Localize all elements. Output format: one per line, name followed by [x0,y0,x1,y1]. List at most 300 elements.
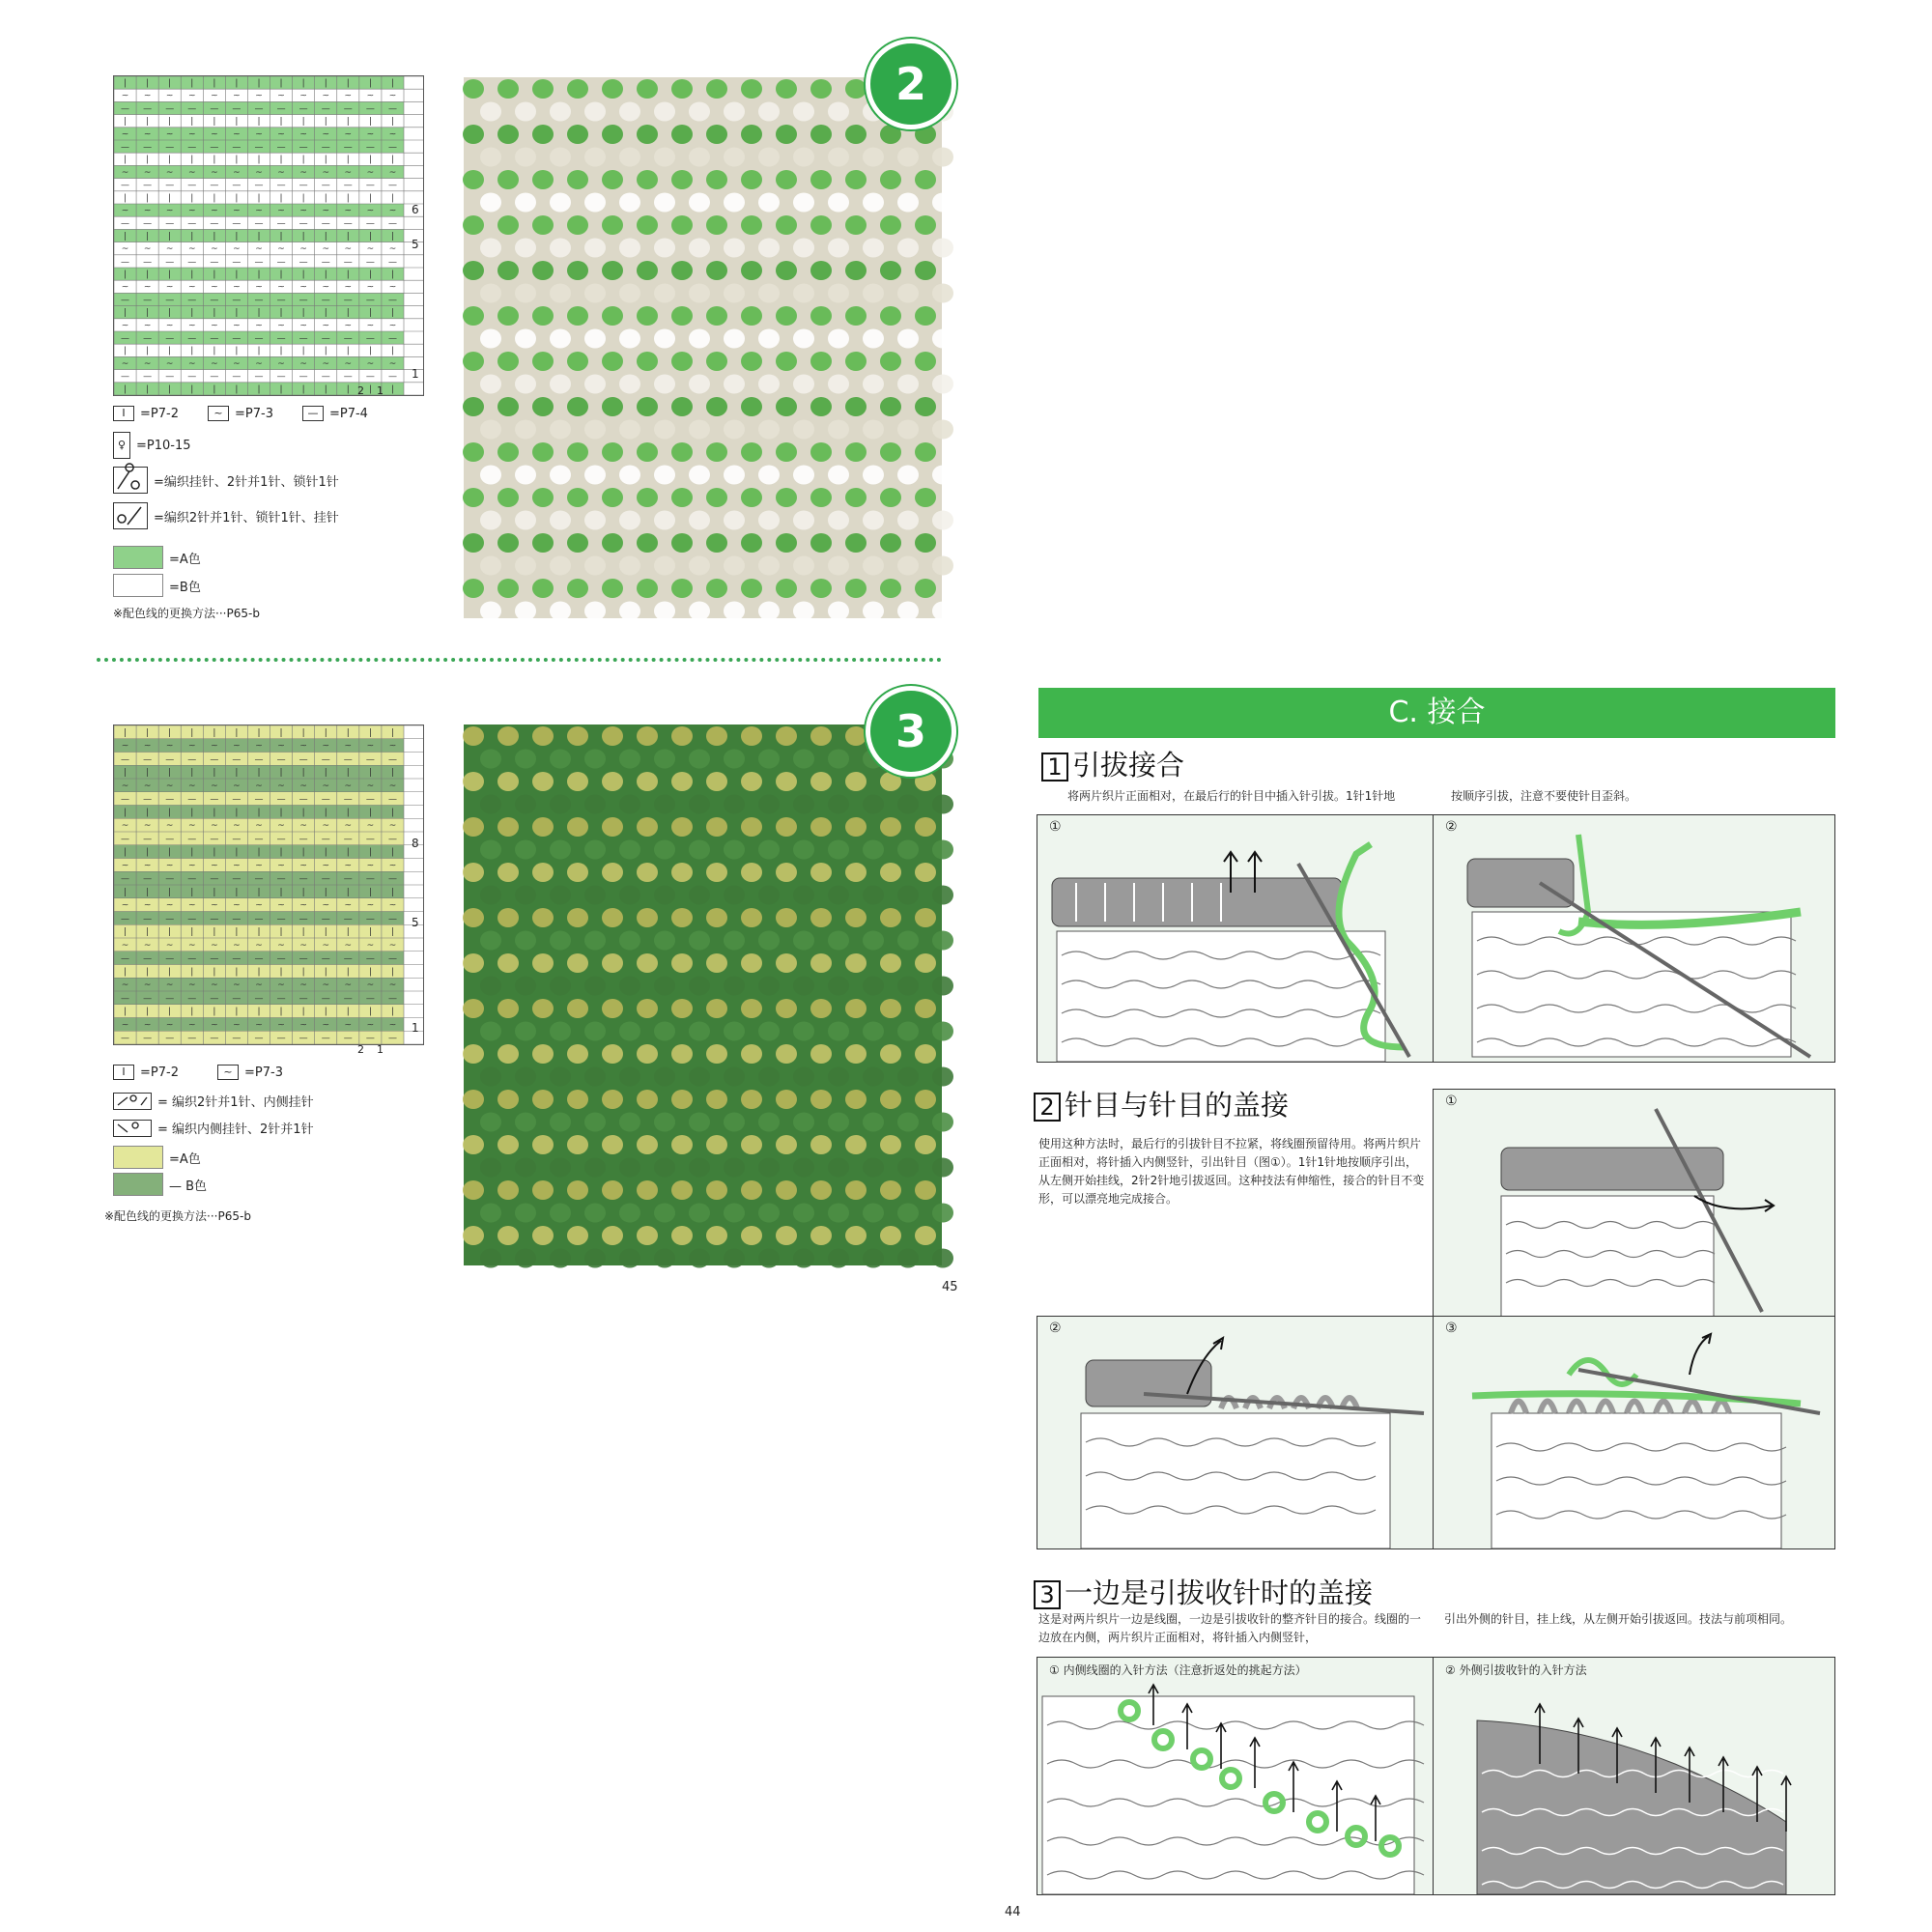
svg-text:~: ~ [322,129,330,140]
svg-text:|: | [168,78,172,89]
svg-text:~: ~ [299,91,307,101]
svg-text:|: | [279,117,283,128]
svg-text:—: — [276,914,286,924]
page-number-right: 44 [1005,1905,1021,1919]
svg-text:—: — [321,874,330,885]
legend-text: =编织2针并1针、锁针1针、挂针 [154,510,339,526]
svg-text:|: | [146,346,150,356]
svg-text:|: | [235,808,239,818]
svg-text:|: | [346,346,350,356]
legend-text: = 编织内侧挂针、2针并1针 [157,1122,314,1137]
svg-text:~: ~ [143,980,152,991]
svg-text:~: ~ [322,781,330,791]
svg-text:~: ~ [211,206,218,216]
svg-text:|: | [301,117,305,128]
svg-text:—: — [343,1034,353,1044]
svg-text:—: — [321,181,330,191]
svg-text:~: ~ [211,741,218,752]
svg-text:|: | [368,967,372,978]
svg-text:~: ~ [388,244,397,255]
pattern3-badge: 3 [866,686,956,777]
svg-text:~: ~ [344,129,353,140]
svg-text:~: ~ [187,167,196,178]
svg-text:~: ~ [299,282,307,293]
color-b-swatch [113,574,163,597]
svg-text:—: — [365,181,375,191]
svg-text:~: ~ [299,129,307,140]
pattern2-swatch-photo [464,77,942,618]
svg-text:—: — [343,181,353,191]
legend-text: =B色 [169,580,201,595]
svg-text:—: — [210,874,219,885]
svg-text:—: — [254,953,264,964]
svg-text:—: — [365,754,375,765]
svg-text:~: ~ [366,741,375,752]
svg-text:|: | [213,727,216,738]
svg-text:~: ~ [211,91,218,101]
svg-text:—: — [365,142,375,153]
svg-text:|: | [213,847,216,858]
svg-text:|: | [146,155,150,165]
svg-text:—: — [121,1034,130,1044]
svg-text:~: ~ [121,821,129,832]
svg-text:—: — [254,257,264,268]
svg-text:|: | [279,155,283,165]
svg-text:|: | [390,1007,394,1017]
svg-text:~: ~ [187,358,196,369]
s3-title [1034,1572,1373,1611]
svg-text:|: | [235,231,239,242]
svg-text:~: ~ [344,940,353,951]
svg-text:—: — [165,1034,175,1044]
svg-text:|: | [124,308,128,319]
svg-text:~: ~ [388,861,397,871]
svg-text:|: | [324,808,327,818]
svg-text:~: ~ [143,821,152,832]
pattern2-color-a [113,546,201,569]
svg-text:|: | [346,808,350,818]
svg-text:|: | [301,231,305,242]
svg-text:~: ~ [322,282,330,293]
svg-text:—: — [121,993,130,1004]
svg-text:~: ~ [187,741,196,752]
svg-text:~: ~ [277,321,285,331]
legend-text: =P10-15 [136,438,191,453]
pattern2-legend-combo2 [113,502,339,529]
svg-text:—: — [254,142,264,153]
svg-text:|: | [368,231,372,242]
svg-text:—: — [143,993,153,1004]
svg-text:~: ~ [255,91,263,101]
svg-text:|: | [213,78,216,89]
svg-text:~: ~ [187,900,196,911]
svg-text:|: | [235,927,239,938]
svg-text:—: — [165,257,175,268]
svg-text:~: ~ [299,781,307,791]
svg-text:—: — [365,372,375,383]
svg-text:—: — [165,953,175,964]
legend-text: =P7-3 [243,1065,283,1080]
pattern3-color-b [113,1173,207,1196]
svg-text:~: ~ [187,980,196,991]
svg-text:|: | [346,78,350,89]
svg-text:~: ~ [388,821,397,832]
s1-illustration-1 [1037,815,1434,1062]
svg-text:~: ~ [211,244,218,255]
svg-text:~: ~ [366,781,375,791]
svg-text:—: — [187,103,197,114]
svg-text:|: | [257,927,261,938]
svg-text:~: ~ [322,821,330,832]
svg-text:—: — [365,218,375,229]
svg-text:|: | [324,270,327,280]
legend-text: =P7-4 [328,406,368,421]
svg-text:—: — [276,754,286,765]
svg-text:—: — [232,218,242,229]
svg-text:~: ~ [299,321,307,331]
s1-title [1041,744,1184,783]
svg-text:—: — [321,372,330,383]
svg-text:|: | [168,155,172,165]
svg-text:~: ~ [143,861,152,871]
section-c-header: C. 接合 [1038,688,1835,738]
pattern2-row-number: 5 [412,238,419,251]
svg-text:—: — [187,834,197,844]
svg-text:~: ~ [121,741,129,752]
pattern3-note: ※配色线的更换方法···P65-b [104,1209,251,1223]
svg-text:—: — [187,754,197,765]
s2-illustration-2 [1037,1317,1434,1548]
svg-text:~: ~ [366,980,375,991]
svg-text:—: — [210,754,219,765]
svg-text:—: — [276,295,286,305]
svg-text:|: | [368,887,372,897]
svg-text:—: — [121,794,130,805]
svg-text:|: | [168,727,172,738]
svg-text:—: — [343,295,353,305]
svg-text:~: ~ [233,821,241,832]
svg-text:—: — [143,1034,153,1044]
panel-label: ① [1445,1094,1458,1109]
legend-text: =A色 [169,552,201,567]
purl-symbol-icon: ~ [217,1065,239,1080]
svg-text:|: | [346,384,350,395]
svg-text:~: ~ [233,940,241,951]
svg-text:|: | [346,193,350,204]
svg-text:—: — [121,834,130,844]
pattern3-col-number: 1 [377,1043,384,1056]
svg-text:~: ~ [121,781,129,791]
svg-text:|: | [257,847,261,858]
svg-text:|: | [190,117,194,128]
svg-text:~: ~ [165,741,174,752]
svg-text:|: | [390,808,394,818]
svg-text:—: — [276,181,286,191]
svg-text:—: — [143,372,153,383]
svg-text:—: — [187,142,197,153]
svg-text:~: ~ [277,358,285,369]
s1-panel-2 [1433,814,1835,1063]
svg-text:~: ~ [299,980,307,991]
svg-text:|: | [346,231,350,242]
svg-text:—: — [298,794,308,805]
svg-text:|: | [279,727,283,738]
svg-text:|: | [279,768,283,779]
panel-label: ② [1049,1321,1062,1336]
svg-text:~: ~ [388,282,397,293]
svg-text:|: | [235,887,239,897]
svg-text:—: — [276,874,286,885]
svg-text:—: — [387,914,397,924]
pattern3-legend-combo2 [113,1119,314,1137]
svg-text:|: | [235,847,239,858]
svg-text:—: — [210,181,219,191]
svg-text:—: — [143,333,153,344]
svg-text:|: | [368,78,372,89]
svg-text:—: — [321,142,330,153]
svg-text:|: | [346,727,350,738]
svg-text:~: ~ [121,206,129,216]
svg-text:—: — [143,295,153,305]
svg-text:—: — [187,874,197,885]
svg-text:~: ~ [366,358,375,369]
svg-text:~: ~ [233,282,241,293]
s3-number: 3 [1034,1580,1061,1609]
svg-text:—: — [343,993,353,1004]
panel-label: ② [1445,819,1458,835]
svg-text:~: ~ [165,980,174,991]
svg-text:—: — [387,993,397,1004]
s1-text-right: 按顺序引拔，注意不要使针目歪斜。 [1451,789,1637,803]
svg-text:|: | [235,967,239,978]
svg-text:—: — [143,103,153,114]
svg-text:|: | [324,346,327,356]
svg-text:—: — [387,142,397,153]
svg-text:|: | [213,308,216,319]
svg-text:—: — [298,181,308,191]
svg-text:~: ~ [187,821,196,832]
svg-text:|: | [257,967,261,978]
s3-title-text: 一边是引拔收针时的盖接 [1065,1577,1374,1609]
svg-text:—: — [254,218,264,229]
svg-text:~: ~ [277,741,285,752]
svg-text:—: — [187,218,197,229]
svg-text:|: | [235,155,239,165]
svg-text:|: | [279,808,283,818]
svg-text:|: | [235,270,239,280]
svg-text:|: | [346,847,350,858]
svg-text:|: | [213,384,216,395]
svg-text:~: ~ [165,321,174,331]
svg-text:~: ~ [121,1020,129,1031]
svg-text:|: | [390,887,394,897]
svg-text:—: — [276,142,286,153]
svg-text:|: | [168,967,172,978]
svg-text:|: | [301,308,305,319]
svg-text:~: ~ [233,167,241,178]
svg-text:|: | [168,308,172,319]
svg-text:—: — [387,874,397,885]
svg-text:~: ~ [233,1020,241,1031]
svg-text:|: | [279,927,283,938]
svg-text:~: ~ [299,358,307,369]
svg-text:~: ~ [344,244,353,255]
svg-text:|: | [235,1007,239,1017]
svg-text:—: — [321,754,330,765]
svg-text:~: ~ [366,167,375,178]
svg-text:|: | [168,270,172,280]
svg-text:—: — [365,874,375,885]
svg-text:—: — [365,103,375,114]
svg-text:|: | [279,967,283,978]
svg-text:~: ~ [165,358,174,369]
svg-text:~: ~ [187,129,196,140]
svg-text:|: | [301,887,305,897]
s2-panel-2 [1037,1316,1435,1549]
svg-text:~: ~ [121,282,129,293]
svg-text:|: | [324,887,327,897]
svg-text:~: ~ [121,91,129,101]
svg-text:~: ~ [322,980,330,991]
svg-text:~: ~ [211,1020,218,1031]
svg-text:|: | [257,270,261,280]
svg-text:~: ~ [388,167,397,178]
svg-text:|: | [346,308,350,319]
svg-text:—: — [298,333,308,344]
pattern2-chart-grid [114,76,423,395]
svg-text:—: — [387,103,397,114]
svg-text:~: ~ [121,358,129,369]
svg-text:—: — [365,295,375,305]
svg-text:~: ~ [299,167,307,178]
svg-text:—: — [365,914,375,924]
color-b-swatch [113,1173,163,1196]
svg-text:—: — [343,333,353,344]
svg-text:|: | [235,727,239,738]
svg-text:—: — [365,794,375,805]
svg-text:~: ~ [277,861,285,871]
svg-text:|: | [368,346,372,356]
svg-text:—: — [343,953,353,964]
svg-text:|: | [213,967,216,978]
svg-text:~: ~ [322,1020,330,1031]
svg-text:—: — [232,257,242,268]
svg-text:—: — [343,142,353,153]
svg-text:|: | [390,768,394,779]
svg-text:~: ~ [187,91,196,101]
legend-text: =P7-3 [234,406,273,421]
svg-text:~: ~ [187,940,196,951]
svg-text:~: ~ [121,980,129,991]
svg-text:|: | [324,847,327,858]
svg-text:—: — [254,754,264,765]
knit-symbol-icon: I [113,406,134,421]
svg-text:~: ~ [211,321,218,331]
svg-text:—: — [121,372,130,383]
svg-text:|: | [324,384,327,395]
svg-text:|: | [168,808,172,818]
svg-text:—: — [232,142,242,153]
svg-text:|: | [324,967,327,978]
svg-text:—: — [121,257,130,268]
svg-text:|: | [190,346,194,356]
svg-text:|: | [301,847,305,858]
svg-text:—: — [254,874,264,885]
svg-text:~: ~ [165,91,174,101]
s2-panel-1 [1433,1089,1835,1318]
svg-text:—: — [232,1034,242,1044]
svg-text:—: — [143,794,153,805]
svg-text:|: | [235,308,239,319]
svg-text:|: | [124,270,128,280]
svg-text:~: ~ [165,167,174,178]
pattern3-legend-combo1 [113,1092,314,1110]
s2-illustration-1 [1434,1090,1834,1317]
svg-text:|: | [368,808,372,818]
svg-text:~: ~ [344,1020,353,1031]
svg-text:|: | [390,193,394,204]
svg-text:—: — [254,103,264,114]
svg-text:~: ~ [187,282,196,293]
svg-text:|: | [213,768,216,779]
legend-text: =A色 [169,1151,201,1167]
svg-text:—: — [187,1034,197,1044]
svg-text:~: ~ [322,91,330,101]
svg-text:|: | [168,1007,172,1017]
svg-text:—: — [298,754,308,765]
svg-text:|: | [124,193,128,204]
svg-text:—: — [254,914,264,924]
svg-text:|: | [124,927,128,938]
svg-text:|: | [368,193,372,204]
svg-text:~: ~ [211,781,218,791]
svg-text:—: — [165,754,175,765]
svg-text:|: | [235,78,239,89]
svg-text:|: | [324,927,327,938]
svg-text:~: ~ [366,91,375,101]
svg-text:|: | [346,155,350,165]
svg-text:~: ~ [344,91,353,101]
svg-text:—: — [165,142,175,153]
svg-text:—: — [321,103,330,114]
svg-text:|: | [346,768,350,779]
svg-text:|: | [368,1007,372,1017]
svg-text:|: | [190,384,194,395]
svg-text:|: | [213,1007,216,1017]
svg-text:|: | [146,927,150,938]
svg-text:—: — [365,953,375,964]
svg-text:~: ~ [187,206,196,216]
svg-text:~: ~ [143,282,152,293]
s3-panel-2 [1433,1657,1835,1895]
svg-text:|: | [213,927,216,938]
svg-text:|: | [279,231,283,242]
svg-text:~: ~ [255,282,263,293]
svg-text:~: ~ [233,781,241,791]
svg-text:~: ~ [277,129,285,140]
svg-text:|: | [257,346,261,356]
svg-text:—: — [254,181,264,191]
svg-text:—: — [387,754,397,765]
pattern3-chart [113,724,424,1045]
svg-text:|: | [190,231,194,242]
svg-text:|: | [124,967,128,978]
svg-text:~: ~ [165,940,174,951]
pattern2-color-b [113,574,201,597]
svg-text:~: ~ [233,358,241,369]
svg-text:~: ~ [187,321,196,331]
svg-text:—: — [321,834,330,844]
